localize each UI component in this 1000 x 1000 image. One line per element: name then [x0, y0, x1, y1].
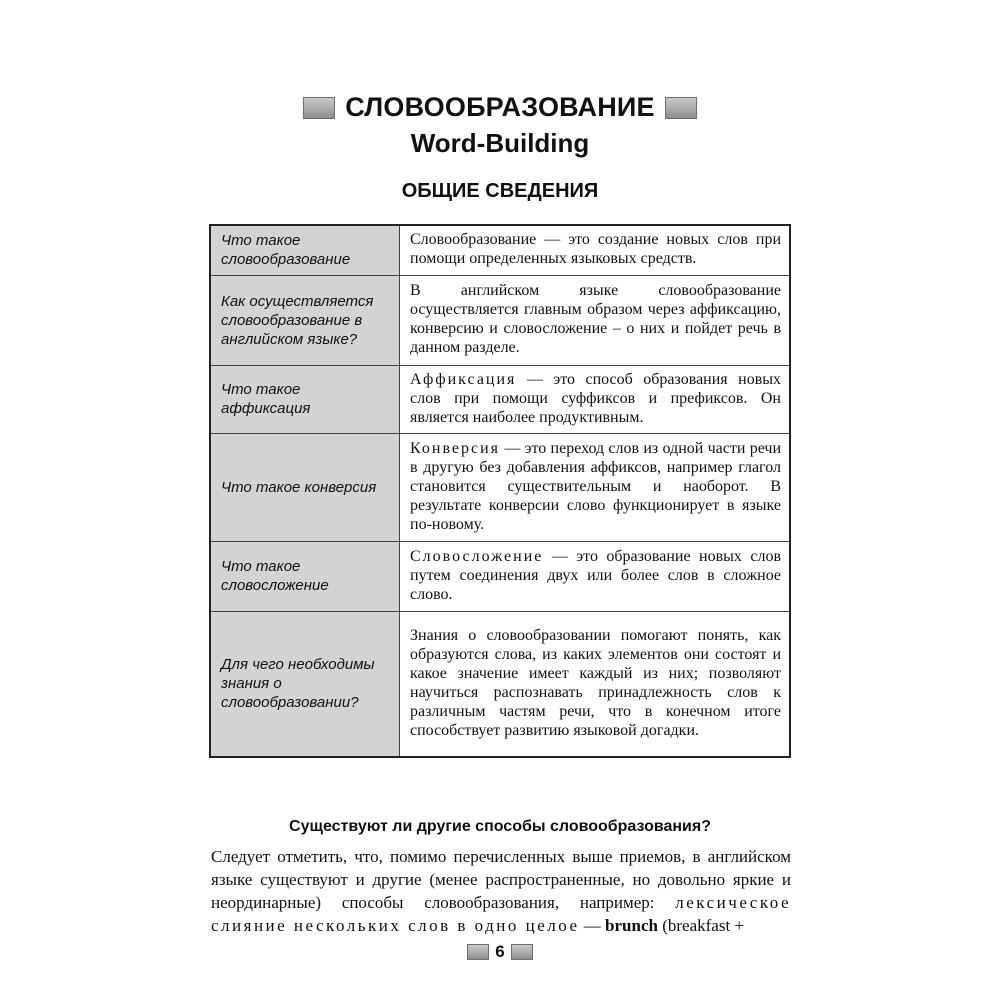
row-answer: [400, 275, 791, 365]
paragraph-bold-example: brunch: [605, 916, 658, 935]
row-question: Что такое аффиксация: [210, 365, 400, 433]
page-number-row: [0, 942, 1000, 962]
overview-table: [209, 224, 791, 758]
row-question: Что такое словообразование: [210, 225, 400, 275]
row-question: Что такое словосложение: [210, 541, 400, 611]
chapter-title-row: [0, 92, 1000, 123]
row-answer: [400, 541, 791, 611]
sub-heading: Существуют ли другие способы словообразования?: [289, 818, 711, 835]
answer-text: Словообразование — это создание новых слов при помощи определенных языковых средств.: [410, 231, 781, 268]
chapter-title-en: Word-Building: [410, 128, 590, 158]
table-row: [210, 433, 790, 541]
answer-text: Знания о словообразовании помогают понять, как образуются слова, из каких элементов они состоят и какое значение имеет каждый из них; позволяют научиться распознавать принадлежность слов к различным частям речи, что в конечном итоге способствует развитию языковой догадки.: [410, 626, 781, 739]
term-conversion: Конверсия: [410, 439, 501, 457]
section-title: ОБЩИЕ СВЕДЕНИЯ: [401, 180, 599, 202]
term-affixation: Аффиксация: [410, 370, 517, 388]
row-answer: [400, 225, 791, 275]
table-row: [210, 225, 790, 275]
row-answer: [400, 433, 791, 541]
paragraph-spaced-term: лексическое слияние нескольких слов в одно целое: [211, 893, 791, 935]
decorative-square-right: [511, 944, 533, 960]
answer-text: — это образование новых слов путем соединения двух или более слов в сложное слово.: [410, 547, 781, 603]
decorative-square-right: [665, 97, 697, 119]
table-row: [210, 611, 790, 757]
body-paragraph: [211, 845, 791, 937]
decorative-square-left: [467, 944, 489, 960]
table-row: [210, 275, 790, 365]
paragraph-text: Следует отметить, что, помимо перечисленных выше приемов, в английском языке существуют и другие (менее распространенные, но довольно яркие и неординарные) способы словообразования, например:: [211, 847, 791, 912]
row-question: Как осуществляется словообразование в английском языке?: [210, 275, 400, 365]
page-number: 6: [495, 942, 505, 961]
paragraph-dash: —: [579, 916, 606, 935]
row-question: Что такое конверсия: [210, 433, 400, 541]
term-compounding: Словосложение: [410, 547, 544, 565]
row-answer: [400, 365, 791, 433]
decorative-square-left: [303, 97, 335, 119]
table-row: [210, 365, 790, 433]
row-question: Для чего необходимы знания о словообразовании?: [210, 611, 400, 757]
chapter-title-ru: СЛОВООБРАЗОВАНИЕ: [345, 92, 655, 122]
answer-text: — это переход слов из одной части речи в другую без добавления аффиксов, например глагол становится существительным и наоборот. В результате конверсии слово функционирует в языке по-новому.: [410, 439, 781, 533]
answer-text: В английском языке словообразование осуществляется главным образом через аффиксацию, конверсию и словосложение – о них и пойдет речь в данном разделе.: [410, 282, 781, 356]
row-answer: [400, 611, 791, 757]
paragraph-text-end: (breakfast +: [657, 916, 745, 935]
answer-text: — это способ образования новых слов при помощи суффиксов и префиксов. Он является наиболее продуктивным.: [410, 370, 781, 426]
table-row: [210, 541, 790, 611]
